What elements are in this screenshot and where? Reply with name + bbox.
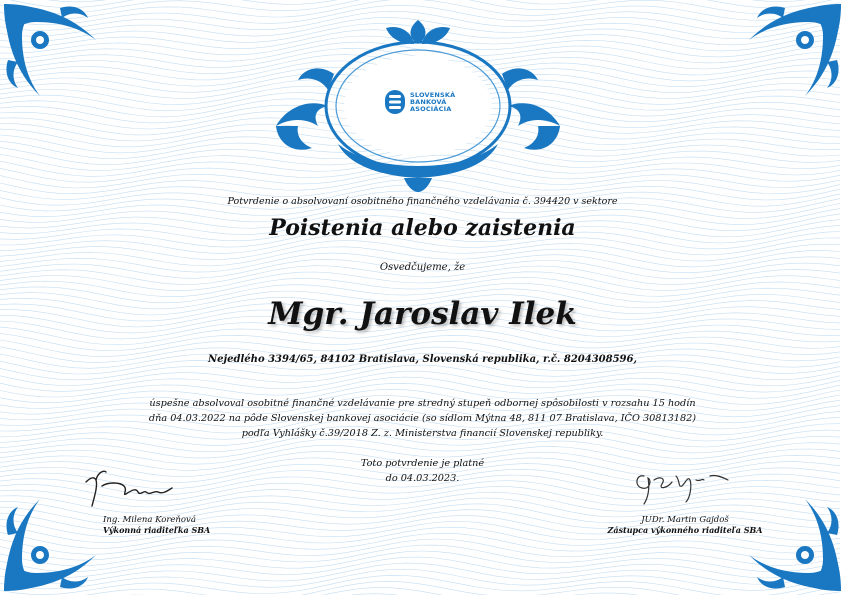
guilloche-line (0, 575, 840, 595)
sba-logo-mark-icon (384, 89, 406, 115)
recipient-name: Mgr. Jaroslav Ilek (268, 296, 577, 332)
body-line-2: dňa 04.03.2022 na pôde Slovenskej bankovej asociácie (so sídlom Mýtna 48, 811 07 Bratislava, IČO 30813182) (148, 413, 697, 424)
signatory-left-role: Výkonná riaditeľka SBA (103, 525, 211, 535)
guilloche-line (0, 0, 840, 8)
signatory-right-role: Zástupca výkonného riaditeľa SBA (607, 525, 763, 535)
validity-line-2: do 04.03.2023. (385, 473, 460, 484)
corner-ornament-top-right (735, 0, 845, 110)
certificate-intro: Potvrdenie o absolvovaní osobitného finančného vzdelávania č. 394420 v sektore (227, 196, 618, 207)
certificate-body (0, 396, 845, 441)
guilloche-line (0, 272, 840, 291)
body-line-1: úspešne absolvoval osobitné finančné vzdelávanie pre stredný stupeň odbornej spôsobilosti v rozsahu 15 hodín (149, 398, 696, 409)
guilloche-line (0, 581, 840, 595)
guilloche-line (0, 551, 840, 572)
signature-left (103, 515, 210, 535)
guilloche-line (0, 241, 840, 261)
signatory-right-name: JUDr. Martin Gajdoš (641, 515, 729, 525)
certificate-sector: Poistenia alebo zaistenia (269, 215, 576, 241)
guilloche-line (0, 563, 840, 584)
logo-line-3: ASOCIÁCIA (410, 104, 452, 113)
signature-left-image (80, 462, 180, 512)
signature-right (605, 515, 765, 535)
guilloche-line (0, 0, 840, 14)
logo-line-1: SLOVENSKÁ (410, 90, 456, 99)
recipient-address: Nejedlého 3394/65, 84102 Bratislava, Slovenská republika, r.č. 8204308596, (208, 354, 637, 365)
body-line-3: podľa Vyhlášky č.39/2018 Z. z. Ministerstva financií Slovenskej republiky. (241, 428, 604, 439)
logo-line-2: BANKOVÁ (410, 97, 447, 106)
guilloche-line (0, 365, 840, 386)
sba-logo-text (410, 92, 455, 113)
guilloche-line (0, 545, 840, 566)
corner-ornament-top-left (0, 0, 110, 110)
validity-line-1: Toto potvrdenie je platné (360, 458, 485, 469)
signature-right-image (630, 458, 740, 508)
certify-text: Osvedčujeme, že (379, 262, 466, 273)
signatory-left-name: Ing. Milena Koreňová (103, 515, 196, 525)
corner-ornament-bottom-right (735, 485, 845, 595)
sba-logo (384, 84, 464, 120)
